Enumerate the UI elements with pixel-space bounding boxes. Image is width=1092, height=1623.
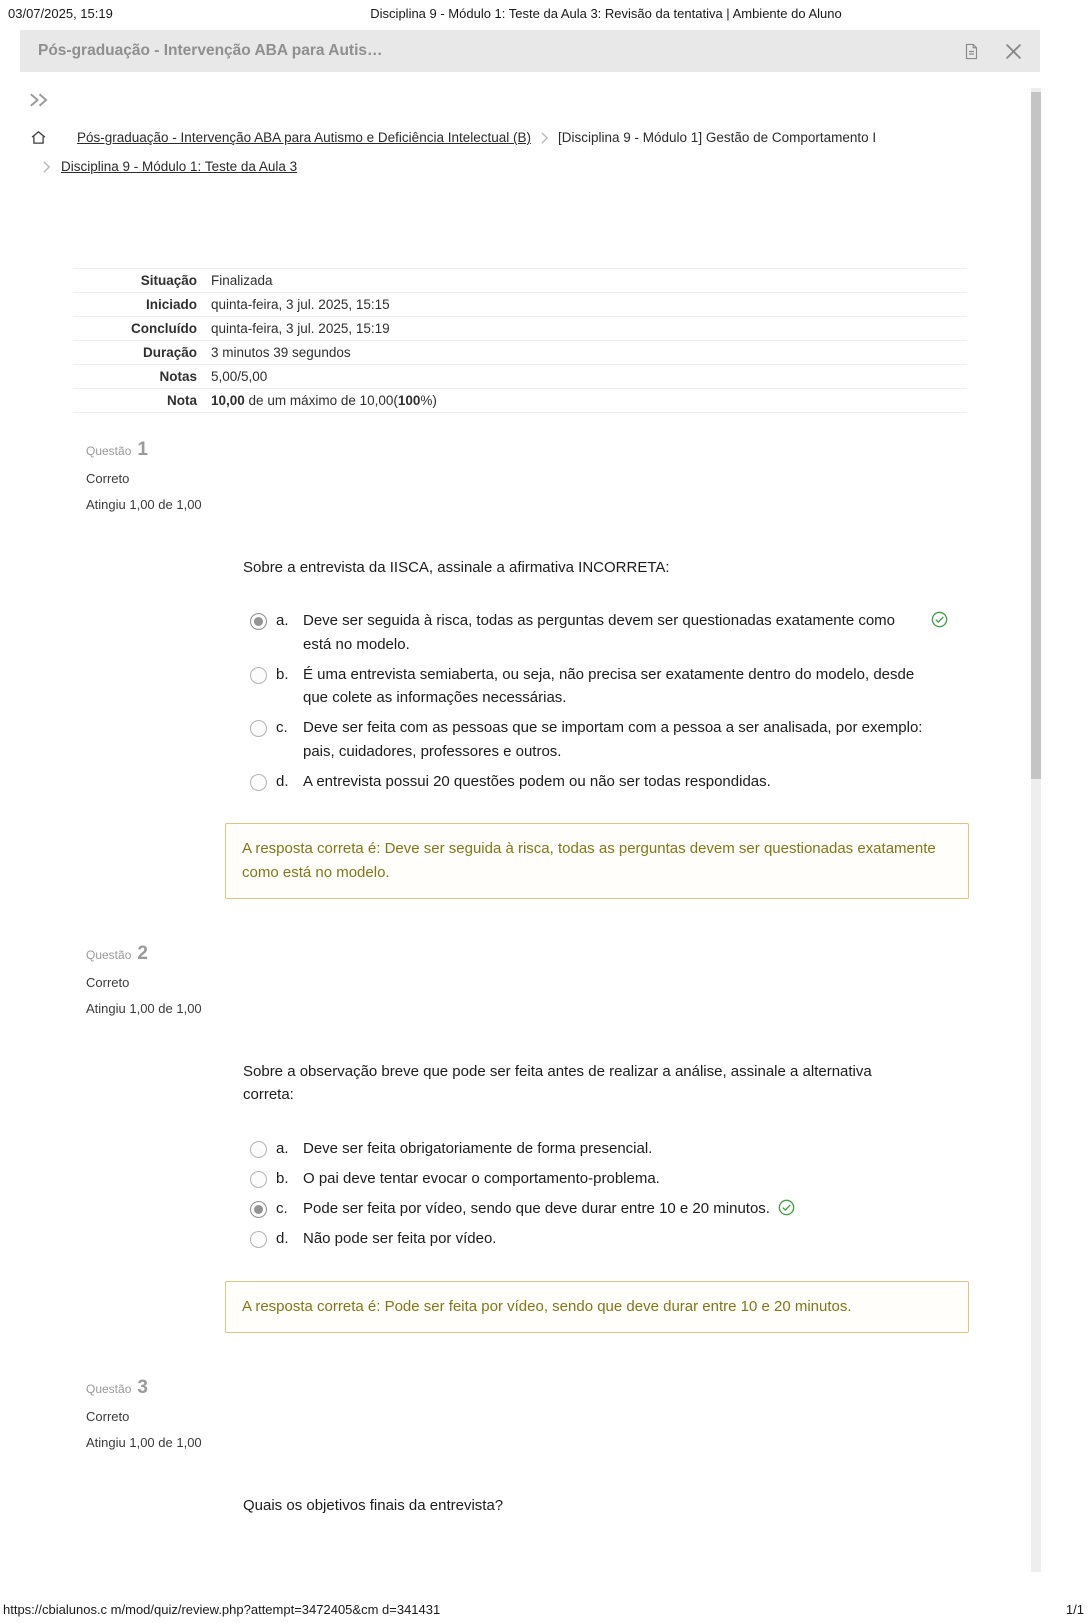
page-title: Pós-graduação - Intervenção ABA para Autis…	[38, 42, 383, 59]
option-text: Pode ser feita por vídeo, sendo que deve durar entre 10 e 20 minutos.	[303, 1200, 770, 1217]
option-text: Não pode ser feita por vídeo.	[303, 1230, 497, 1248]
answer-option-d[interactable]	[243, 770, 1040, 793]
option-text: A entrevista possui 20 questões podem ou não ser todas respondidas.	[303, 772, 771, 790]
home-icon[interactable]	[30, 129, 47, 146]
question-number: Questão 2	[86, 943, 148, 964]
question-info	[86, 439, 1040, 512]
correct-answer-feedback	[225, 823, 969, 899]
question-text: Sobre a observação breve que pode ser feita antes de realizar a análise, assinale a alternativa correta:	[243, 1063, 872, 1104]
question-content	[243, 1494, 1040, 1517]
expand-drawer-button[interactable]	[28, 92, 54, 108]
breadcrumb-section-label: [Disciplina 9 - Módulo 1] Gestão de Comportamento I	[558, 130, 877, 145]
option-letter: a.	[276, 1139, 289, 1157]
option-letter: b.	[276, 665, 289, 683]
summary-label: Iniciado	[145, 297, 197, 312]
vertical-scrollbar-thumb[interactable]	[1031, 92, 1041, 779]
print-page-indicator: 1/1	[1065, 1602, 1084, 1617]
radio-button[interactable]	[250, 667, 267, 684]
radio-button[interactable]	[250, 1171, 267, 1188]
radio-button[interactable]	[250, 1201, 267, 1218]
question-info	[86, 1377, 1040, 1450]
radio-button[interactable]	[250, 774, 267, 791]
option-text: É uma entrevista semiaberta, ou seja, não precisa ser exatamente dentro do modelo, desde que colete as informações necessárias.	[303, 665, 915, 706]
summary-label: Notas	[159, 369, 197, 384]
content-frame	[20, 30, 1040, 1580]
answer-option-b[interactable]	[243, 663, 1040, 710]
radio-button[interactable]	[250, 1141, 267, 1158]
question-grade: Atingiu 1,00 de 1,00	[86, 1001, 202, 1016]
summary-row-situacao	[73, 269, 967, 293]
radio-button[interactable]	[250, 1231, 267, 1248]
answer-option-c[interactable]	[243, 1197, 1040, 1220]
option-text: Deve ser feita com as pessoas que se importam com a pessoa a ser analisada, por exemplo: pais, cuidadores, professores e outros.	[303, 719, 923, 760]
vertical-scrollbar-track[interactable]	[1031, 88, 1041, 1572]
summary-label: Concluído	[131, 321, 197, 336]
print-doc-title: Disciplina 9 - Módulo 1: Teste da Aula 3: Revisão da tentativa | Ambiente do Aluno	[370, 6, 842, 21]
summary-value: quinta-feira, 3 jul. 2025, 15:15	[211, 297, 390, 312]
summary-value: quinta-feira, 3 jul. 2025, 15:19	[211, 321, 390, 336]
answer-options	[243, 609, 1040, 793]
question-text: Sobre a entrevista da IISCA, assinale a afirmativa INCORRETA:	[243, 559, 670, 576]
summary-row-concluido	[73, 317, 967, 341]
question-state: Correto	[86, 975, 130, 990]
answer-options	[243, 1137, 1040, 1251]
print-datetime: 03/07/2025, 15:19	[8, 6, 113, 21]
summary-value: 5,00/5,00	[211, 369, 268, 384]
question-state: Correto	[86, 471, 130, 486]
print-footer	[3, 1602, 1084, 1617]
summary-row-nota	[73, 389, 967, 413]
option-letter: c.	[276, 1200, 288, 1217]
answer-option-a[interactable]	[243, 609, 1040, 656]
summary-row-iniciado	[73, 293, 967, 317]
close-icon[interactable]	[1005, 43, 1022, 60]
question-1	[20, 439, 1040, 899]
print-header	[0, 6, 1092, 24]
question-text: Quais os objetivos finais da entrevista?	[243, 1496, 504, 1514]
option-letter: a.	[276, 612, 289, 630]
chevron-right-icon	[540, 131, 549, 145]
feedback-text: A resposta correta é: Deve ser seguida à risca, todas as perguntas devem ser questionadas exatamente como está no modelo.	[242, 840, 936, 881]
summary-value: 10,00 de um máximo de 10,00(100%)	[211, 393, 437, 408]
correct-check-icon	[931, 611, 948, 628]
summary-label: Situação	[140, 273, 197, 288]
breadcrumb-course-link[interactable]: Pós-graduação - Intervenção ABA para Autismo e Deficiência Intelectual (B)	[77, 130, 531, 145]
question-content	[243, 1060, 1040, 1333]
question-grade: Atingiu 1,00 de 1,00	[86, 497, 202, 512]
option-text: O pai deve tentar evocar o comportamento-problema.	[303, 1169, 660, 1187]
option-letter: d.	[276, 1230, 289, 1248]
option-letter: b.	[276, 1169, 289, 1187]
radio-button[interactable]	[250, 720, 267, 737]
summary-row-notas	[73, 365, 967, 389]
option-letter: c.	[276, 719, 288, 737]
summary-value: Finalizada	[211, 273, 273, 288]
chevron-right-icon	[42, 160, 51, 174]
question-content	[243, 556, 1040, 899]
answer-option-b[interactable]	[243, 1167, 1040, 1190]
summary-value: 3 minutos 39 segundos	[211, 345, 351, 360]
answer-option-c[interactable]	[243, 716, 1040, 763]
breadcrumb	[20, 129, 1040, 174]
question-state: Correto	[86, 1408, 130, 1424]
question-2	[20, 943, 1040, 1333]
notes-icon[interactable]	[964, 43, 979, 60]
question-number: Questão 1	[86, 439, 148, 460]
header-icons	[964, 43, 1022, 60]
summary-row-duracao	[73, 341, 967, 365]
radio-button[interactable]	[250, 613, 267, 630]
question-number: Questão 3	[86, 1376, 148, 1398]
answer-option-d[interactable]	[243, 1227, 1040, 1250]
feedback-text: A resposta correta é: Pode ser feita por vídeo, sendo que deve durar entre 10 e 20 minutos.	[242, 1297, 852, 1315]
summary-label: Nota	[167, 393, 197, 408]
breadcrumb-quiz-link[interactable]: Disciplina 9 - Módulo 1: Teste da Aula 3	[61, 159, 298, 174]
app-header	[20, 30, 1040, 72]
print-url: https://cbialunos.c m/mod/quiz/review.php?attempt=3472405&cm d=341431	[3, 1602, 441, 1617]
option-text: Deve ser feita obrigatoriamente de forma presencial.	[303, 1139, 653, 1157]
question-grade: Atingiu 1,00 de 1,00	[86, 1434, 202, 1450]
question-3	[20, 1377, 1040, 1517]
question-info	[86, 943, 1040, 1016]
attempt-summary-table	[73, 268, 967, 413]
answer-option-a[interactable]	[243, 1137, 1040, 1160]
breadcrumb-line-1	[30, 129, 1040, 146]
breadcrumb-line-2	[30, 159, 1040, 174]
summary-label: Duração	[142, 345, 197, 360]
option-text: Deve ser seguida à risca, todas as perguntas devem ser questionadas exatamente como está no modelo.	[303, 612, 896, 653]
correct-check-icon	[778, 1199, 795, 1216]
correct-answer-feedback	[225, 1281, 969, 1333]
option-letter: d.	[276, 772, 289, 790]
